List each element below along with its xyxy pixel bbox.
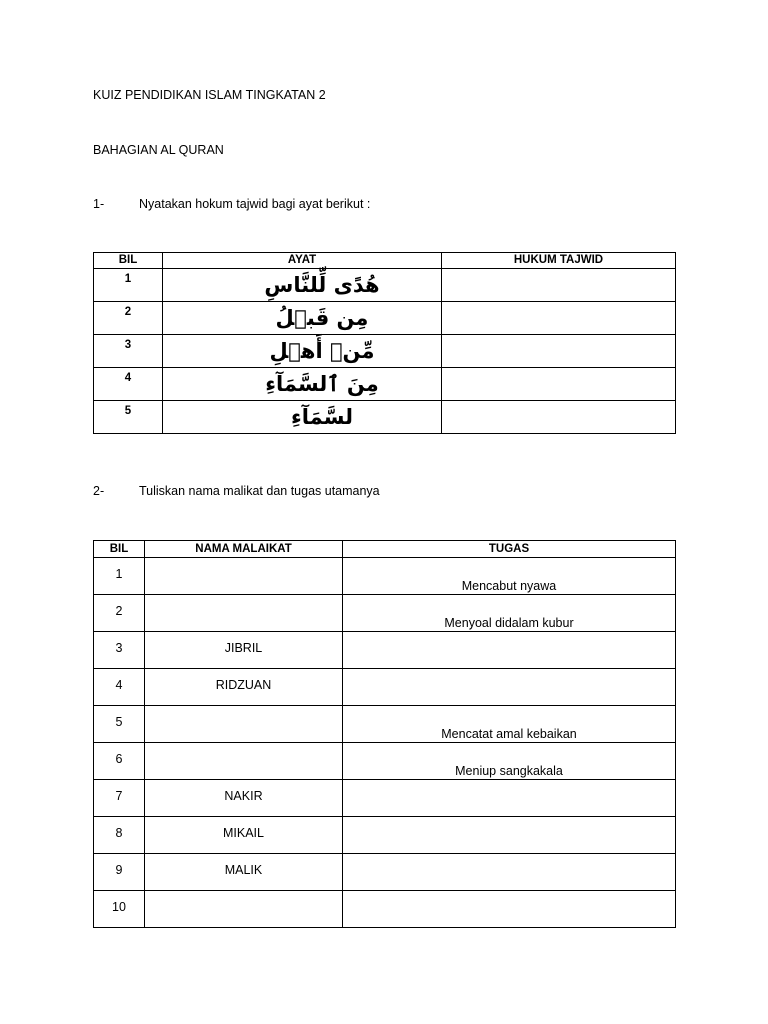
hukum-cell[interactable] bbox=[442, 368, 676, 401]
bil-cell: 3 bbox=[94, 335, 163, 368]
tajwid-table bbox=[93, 252, 676, 434]
table-row bbox=[94, 558, 676, 595]
tugas-cell[interactable]: Mencatat amal kebaikan bbox=[343, 706, 676, 743]
column-header-nama-malaikat: NAMA MALAIKAT bbox=[145, 541, 343, 558]
nama-cell[interactable]: JIBRIL bbox=[145, 632, 343, 669]
bil-cell: 4 bbox=[94, 368, 163, 401]
tugas-cell[interactable]: Mencabut nyawa bbox=[343, 558, 676, 595]
table-row bbox=[94, 595, 676, 632]
table-row bbox=[94, 780, 676, 817]
ayat-cell: لسَّمَآءِ bbox=[163, 401, 442, 434]
nama-cell[interactable]: RIDZUAN bbox=[145, 669, 343, 706]
table-row bbox=[94, 817, 676, 854]
bil-cell: 1 bbox=[94, 558, 145, 595]
document-title: KUIZ PENDIDIKAN ISLAM TINGKATAN 2 bbox=[93, 88, 326, 102]
ayat-cell: مِّنۡ أَهۡلِ bbox=[163, 335, 442, 368]
column-header-hukum-tajwid: HUKUM TAJWID bbox=[442, 253, 676, 269]
tugas-cell[interactable] bbox=[343, 854, 676, 891]
hukum-cell[interactable] bbox=[442, 302, 676, 335]
tugas-cell[interactable]: Menyoal didalam kubur bbox=[343, 595, 676, 632]
nama-cell[interactable] bbox=[145, 743, 343, 780]
table-row bbox=[94, 891, 676, 928]
column-header-bil: BIL bbox=[94, 541, 145, 558]
nama-cell[interactable] bbox=[145, 595, 343, 632]
bil-cell: 6 bbox=[94, 743, 145, 780]
nama-cell[interactable] bbox=[145, 891, 343, 928]
bil-cell: 2 bbox=[94, 302, 163, 335]
bil-cell: 7 bbox=[94, 780, 145, 817]
nama-cell[interactable]: MALIK bbox=[145, 854, 343, 891]
bil-cell: 5 bbox=[94, 401, 163, 434]
table-row bbox=[94, 335, 676, 368]
hukum-cell[interactable] bbox=[442, 335, 676, 368]
tajwid-table-header bbox=[94, 253, 676, 269]
bil-cell: 9 bbox=[94, 854, 145, 891]
section-title: BAHAGIAN AL QURAN bbox=[93, 143, 224, 157]
ayat-cell: مِن قَبۡلُ bbox=[163, 302, 442, 335]
column-header-tugas: TUGAS bbox=[343, 541, 676, 558]
tugas-cell[interactable] bbox=[343, 891, 676, 928]
column-header-bil: BIL bbox=[94, 253, 163, 269]
question-2-number: 2- bbox=[93, 484, 105, 498]
tugas-cell[interactable] bbox=[343, 632, 676, 669]
table-row bbox=[94, 368, 676, 401]
column-header-ayat: AYAT bbox=[163, 253, 442, 269]
table-row bbox=[94, 302, 676, 335]
ayat-cell: هُدًى لِّلنَّاسِ bbox=[163, 269, 442, 302]
question-1-number: 1- bbox=[93, 197, 105, 211]
table-row bbox=[94, 401, 676, 434]
malaikat-table-header bbox=[94, 541, 676, 558]
bil-cell: 4 bbox=[94, 669, 145, 706]
tugas-cell[interactable] bbox=[343, 669, 676, 706]
nama-cell[interactable] bbox=[145, 558, 343, 595]
bil-cell: 2 bbox=[94, 595, 145, 632]
nama-cell[interactable]: MIKAIL bbox=[145, 817, 343, 854]
nama-cell[interactable]: NAKIR bbox=[145, 780, 343, 817]
question-2-text: Tuliskan nama malikat dan tugas utamanya bbox=[139, 484, 380, 498]
hukum-cell[interactable] bbox=[442, 269, 676, 302]
bil-cell: 10 bbox=[94, 891, 145, 928]
tugas-cell[interactable] bbox=[343, 817, 676, 854]
bil-cell: 5 bbox=[94, 706, 145, 743]
table-row bbox=[94, 706, 676, 743]
tugas-cell[interactable]: Meniup sangkakala bbox=[343, 743, 676, 780]
bil-cell: 1 bbox=[94, 269, 163, 302]
malaikat-table bbox=[93, 540, 676, 928]
table-row bbox=[94, 743, 676, 780]
question-1-text: Nyatakan hokum tajwid bagi ayat berikut : bbox=[139, 197, 371, 211]
table-row bbox=[94, 854, 676, 891]
table-row bbox=[94, 669, 676, 706]
hukum-cell[interactable] bbox=[442, 401, 676, 434]
table-row bbox=[94, 632, 676, 669]
nama-cell[interactable] bbox=[145, 706, 343, 743]
bil-cell: 8 bbox=[94, 817, 145, 854]
table-row bbox=[94, 269, 676, 302]
tugas-cell[interactable] bbox=[343, 780, 676, 817]
ayat-cell: مِنَ ٱلسَّمَآءِ bbox=[163, 368, 442, 401]
bil-cell: 3 bbox=[94, 632, 145, 669]
